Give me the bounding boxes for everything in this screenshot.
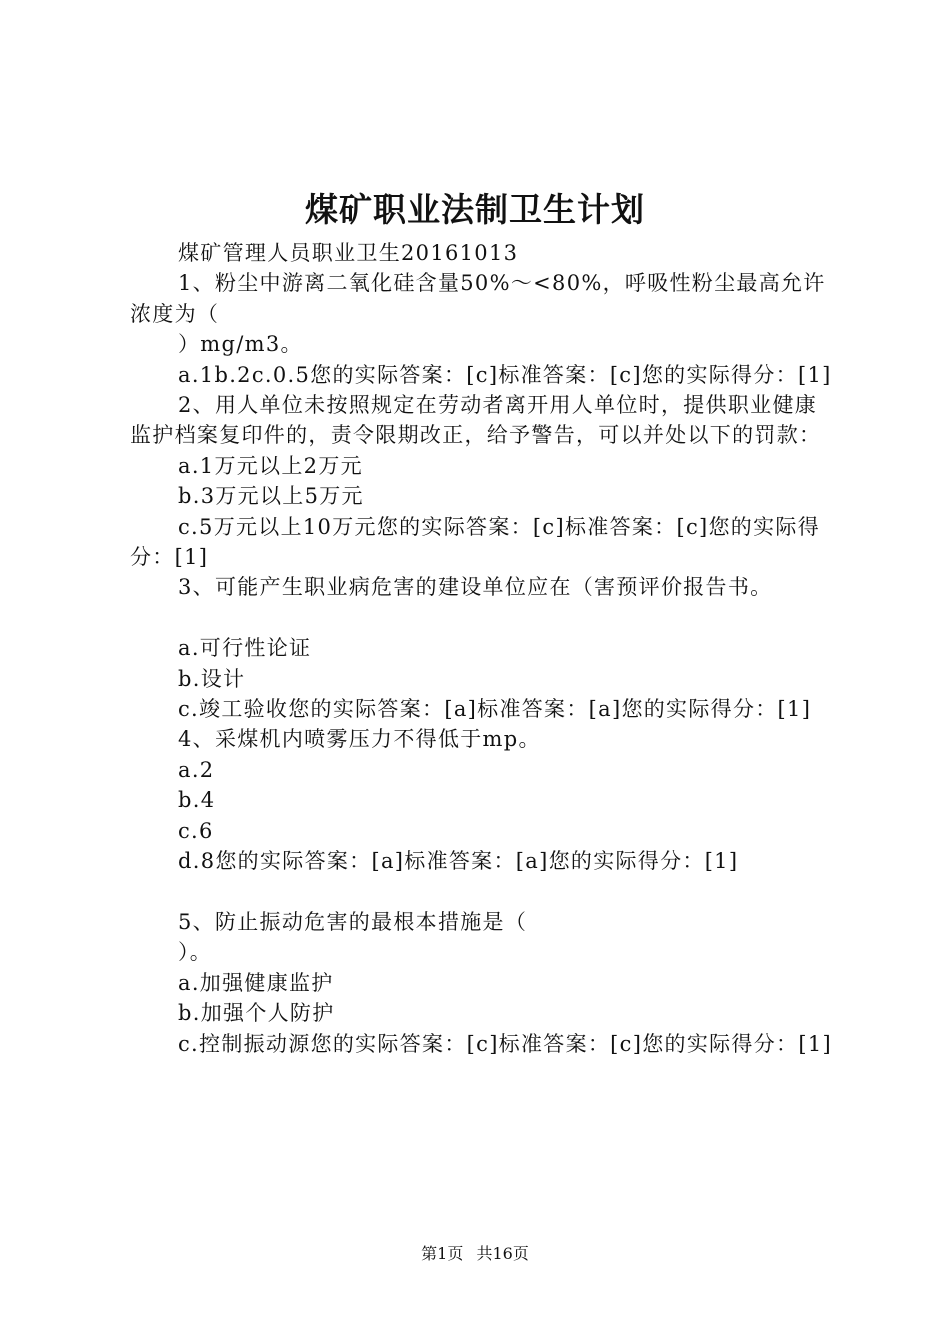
- question-5-option-a: a.加强健康监护: [178, 970, 334, 995]
- question-5-option-c: c.控制振动源您的实际答案：[c]标准答案：[c]您的实际得分：[1]: [178, 1031, 832, 1056]
- question-2: 2、用人单位未按照规定在劳动者离开用人单位时，提供职业健康监护档案复印件的，责令限期改正，给予警告，可以并处以下的罚款：: [130, 393, 822, 448]
- page-number: 第1页: [421, 1244, 464, 1263]
- question-4-option-d: d.8您的实际答案：[a]标准答案：[a]您的实际得分：[1]: [178, 849, 739, 874]
- document-body: [130, 238, 832, 1059]
- question-4-option-b: b.4: [178, 788, 216, 813]
- question-5-option-b: b.加强个人防护: [178, 1001, 335, 1026]
- question-1-cont: ）mg/m3。: [178, 332, 303, 357]
- question-3-option-b: b.设计: [178, 666, 246, 691]
- question-2-option-b: b.3万元以上5万元: [178, 484, 364, 509]
- document-title: 煤矿职业法制卫生计划: [305, 190, 645, 229]
- question-3: 3、可能产生职业病危害的建设单位应在（害预评价报告书。: [178, 575, 773, 600]
- subtitle-line: 煤矿管理人员职业卫生20161013: [178, 241, 519, 265]
- question-3-option-c: c.竣工验收您的实际答案：[a]标准答案：[a]您的实际得分：[1]: [178, 697, 812, 722]
- question-2-option-a: a.1万元以上2万元: [178, 453, 363, 478]
- question-3-option-a: a.可行性论证: [178, 636, 312, 661]
- question-5-cont: ）。: [178, 940, 213, 965]
- question-4: 4、采煤机内喷雾压力不得低于mp。: [178, 727, 541, 752]
- question-4-option-c: c.6: [178, 818, 214, 843]
- page-total: 共16页: [476, 1244, 529, 1263]
- question-4-option-a: a.2: [178, 757, 215, 782]
- question-1: 1、粉尘中游离二氧化硅含量50%～<80%，呼吸性粉尘最高允许浓度为（: [130, 271, 826, 326]
- question-1-options: a.1b.2c.0.5您的实际答案：[c]标准答案：[c]您的实际得分：[1]: [178, 362, 832, 387]
- question-2-option-c: c.5万元以上10万元您的实际答案：[c]标准答案：[c]您的实际得分：[1]: [130, 514, 821, 570]
- page-footer: [0, 1240, 950, 1268]
- blank-line: [130, 877, 832, 907]
- blank-line: [130, 603, 832, 633]
- question-5: 5、防止振动危害的最根本措施是（: [178, 909, 528, 934]
